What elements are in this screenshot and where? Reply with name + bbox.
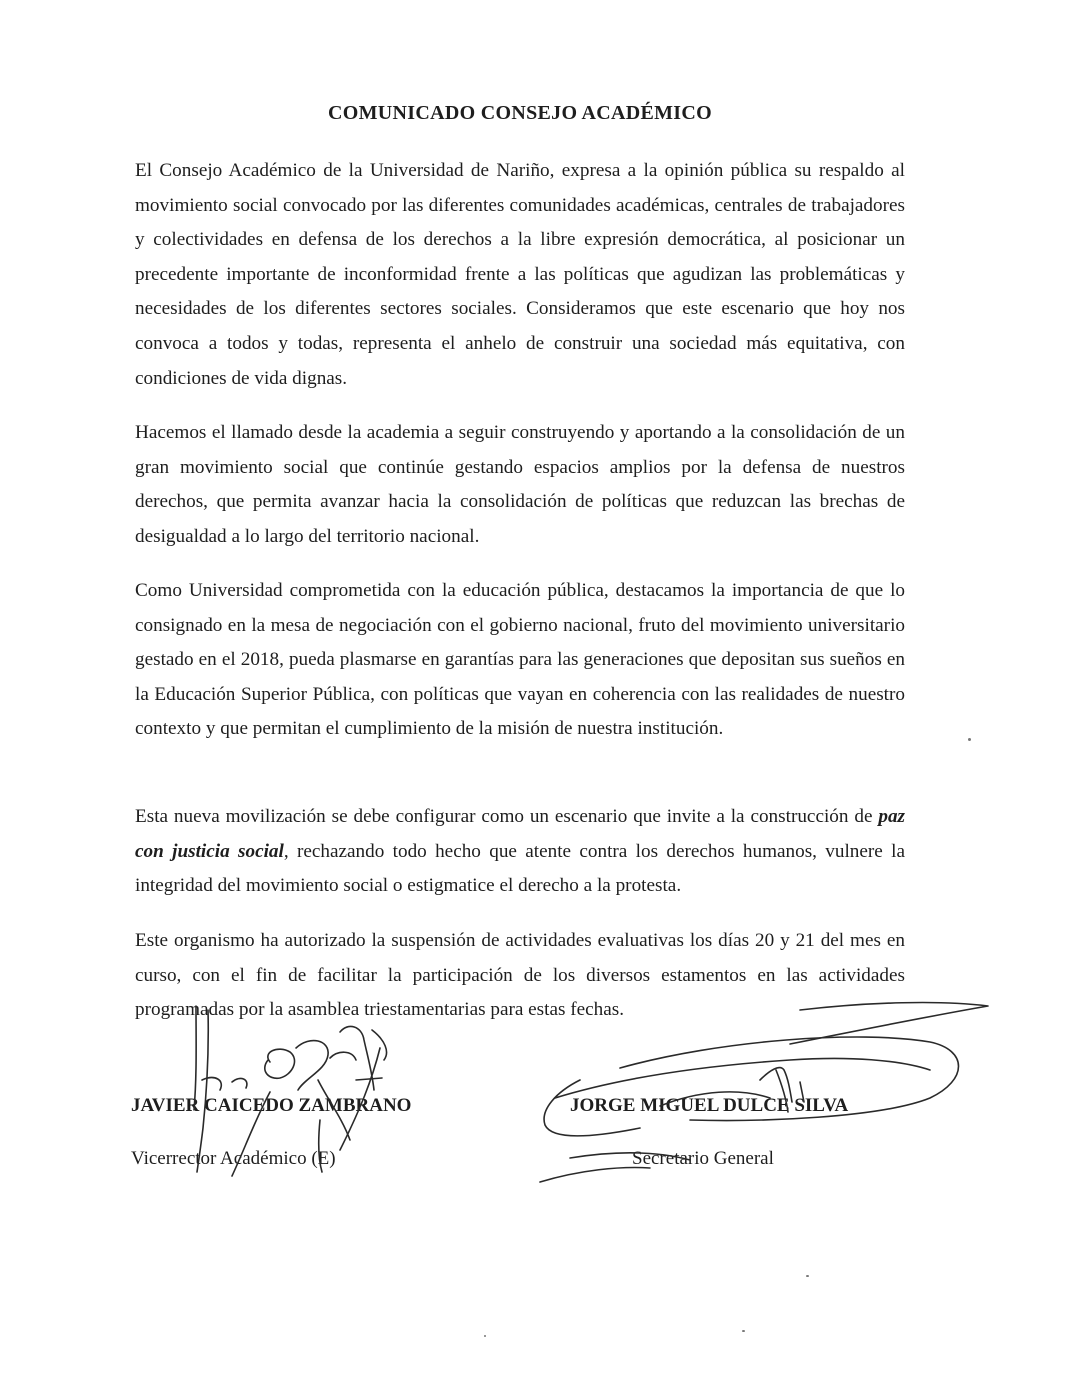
paragraph-mobilization <box>135 800 905 904</box>
paragraph-mobilization-end: , rechazando todo hecho que atente contra los derechos humanos, vulnere la integridad del movimiento social o estigmatice el derecho a la protesta. <box>135 840 905 897</box>
scan-speck <box>968 738 971 741</box>
signatory-left-name: JAVIER CAICEDO ZAMBRANO <box>131 1095 412 1116</box>
signatory-right-name: JORGE MIGUEL DULCE SILVA <box>570 1095 849 1116</box>
signatory-right-role: Secretario General <box>632 1148 774 1169</box>
paragraph-mobilization-start: Esta nueva movilización se debe configurar como un escenario que invite a la construcción de <box>135 806 879 827</box>
paragraph-call-to-action: Hacemos el llamado desde la academia a seguir construyendo y aportando a la consolidación de un gran movimiento social que continúe gestando espacios amplios por la defensa de nuestros derechos, que permita avanzar hacia la consolidación de políticas que reduzcan las brechas de desigualdad a lo largo del territorio nacional. <box>135 422 905 547</box>
paragraph-suspension: Este organismo ha autorizado la suspensión de actividades evaluativas los días 20 y 21 del mes en curso, con el fin de facilitar la participación de los diversos estamentos en las actividades programadas por la asamblea triestamentarias para estas fechas. <box>135 930 905 1021</box>
scan-speck <box>806 1275 809 1277</box>
paragraph-support: El Consejo Académico de la Universidad de Nariño, expresa a la opinión pública su respaldo al movimiento social convocado por las diferentes comunidades académicas, centrales de trabajadores y colectividades en defensa de los derechos a la libre expresión democrática, al posicionar un precedente importante de inconformidad frente a las políticas que agudizan las problemáticas y necesidades de los diferentes sectores sociales. Consideramos que este escenario que hoy nos convoca a todos y todas, representa el anhelo de construir una sociedad más equitativa, con condiciones de vida dignas. <box>135 160 905 389</box>
scan-speck <box>484 1335 486 1337</box>
document-title: COMUNICADO CONSEJO ACADÉMICO <box>328 102 712 124</box>
signatory-left-role: Vicerrector Académico (E) <box>131 1148 336 1169</box>
paragraph-public-education: Como Universidad comprometida con la educación pública, destacamos la importancia de que lo consignado en la mesa de negociación con el gobierno nacional, fruto del movimiento universitario gestado en el 2018, pueda plasmarse en garantías para las generaciones que depositan sus sueños en la Educación Superior Pública, con políticas que vayan en coherencia con las realidades de nuestro contexto y que permitan el cumplimiento de la misión de nuestra institución. <box>135 580 905 740</box>
scan-speck <box>742 1330 745 1332</box>
paragraph-mobilization-emphasis: paz con justicia social <box>135 806 905 862</box>
